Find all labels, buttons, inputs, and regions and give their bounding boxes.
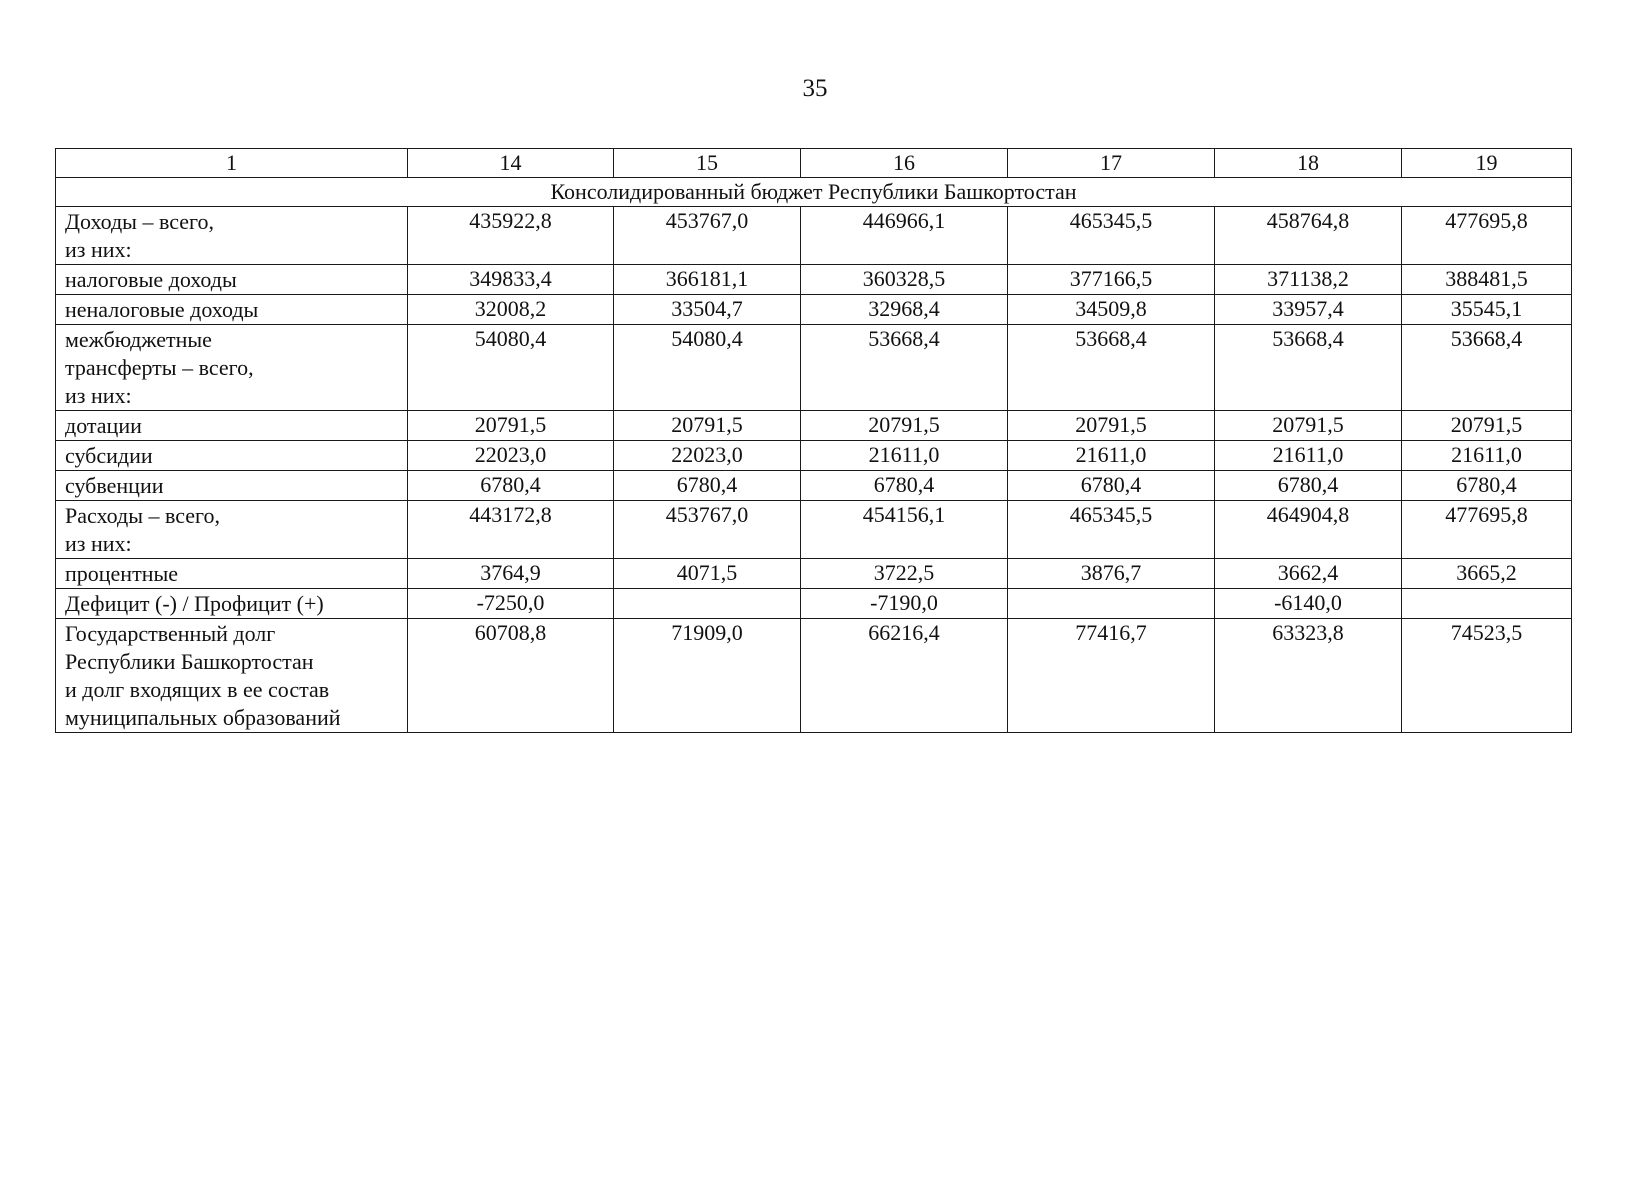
value-cell: 71909,0 [614, 619, 801, 733]
table-row [56, 471, 1572, 501]
value-cell: 6780,4 [408, 471, 614, 501]
value-cell: 3876,7 [1008, 559, 1215, 589]
table-row [56, 265, 1572, 295]
value-cell: 34509,8 [1008, 295, 1215, 325]
value-cell [1008, 589, 1215, 619]
value-cell: 6780,4 [1402, 471, 1572, 501]
row-label-line: Государственный долг [65, 621, 276, 646]
row-label-line: из них: [65, 383, 132, 408]
value-cell: 20791,5 [1215, 411, 1402, 441]
row-label [56, 207, 408, 265]
column-header: 15 [614, 149, 801, 178]
row-label [56, 411, 408, 441]
value-cell: 458764,8 [1215, 207, 1402, 265]
value-cell: 477695,8 [1402, 501, 1572, 559]
table-row [56, 619, 1572, 733]
value-cell: 35545,1 [1402, 295, 1572, 325]
value-cell: 3662,4 [1215, 559, 1402, 589]
value-cell: 21611,0 [1215, 441, 1402, 471]
value-cell: 477695,8 [1402, 207, 1572, 265]
value-cell: 54080,4 [614, 325, 801, 411]
row-label [56, 559, 408, 589]
value-cell: 53668,4 [1215, 325, 1402, 411]
value-cell: 20791,5 [408, 411, 614, 441]
row-label-line: субсидии [65, 443, 153, 468]
value-cell: -7250,0 [408, 589, 614, 619]
page-number: 35 [802, 75, 828, 102]
value-cell: 388481,5 [1402, 265, 1572, 295]
row-label [56, 501, 408, 559]
row-label-line: из них: [65, 531, 132, 556]
table-row [56, 589, 1572, 619]
table-row [56, 559, 1572, 589]
value-cell: 74523,5 [1402, 619, 1572, 733]
column-header: 17 [1008, 149, 1215, 178]
table-row [56, 207, 1572, 265]
value-cell: 32968,4 [801, 295, 1008, 325]
value-cell: 22023,0 [614, 441, 801, 471]
row-label-line: процентные [65, 561, 179, 586]
value-cell: 20791,5 [614, 411, 801, 441]
row-label [56, 589, 408, 619]
row-label [56, 619, 408, 733]
value-cell: 453767,0 [614, 501, 801, 559]
row-label [56, 471, 408, 501]
value-cell: 6780,4 [1008, 471, 1215, 501]
table-row [56, 501, 1572, 559]
value-cell: 6780,4 [801, 471, 1008, 501]
value-cell: 53668,4 [1402, 325, 1572, 411]
table-row [56, 441, 1572, 471]
value-cell: 366181,1 [614, 265, 801, 295]
value-cell: 77416,7 [1008, 619, 1215, 733]
value-cell: 20791,5 [1402, 411, 1572, 441]
value-cell: 3764,9 [408, 559, 614, 589]
table-row [56, 295, 1572, 325]
section-title: Консолидированный бюджет Республики Башкортостан [56, 178, 1572, 207]
value-cell: 33504,7 [614, 295, 801, 325]
value-cell: -6140,0 [1215, 589, 1402, 619]
row-label-line: межбюджетные [65, 327, 212, 352]
value-cell: -7190,0 [801, 589, 1008, 619]
value-cell: 60708,8 [408, 619, 614, 733]
value-cell: 3722,5 [801, 559, 1008, 589]
value-cell: 53668,4 [1008, 325, 1215, 411]
column-header: 18 [1215, 149, 1402, 178]
row-label-line: из них: [65, 237, 132, 262]
row-label-line: налоговые доходы [65, 267, 237, 292]
column-header: 16 [801, 149, 1008, 178]
row-label-line: Доходы – всего, [65, 209, 214, 234]
row-label [56, 325, 408, 411]
value-cell: 32008,2 [408, 295, 614, 325]
table-row [56, 325, 1572, 411]
value-cell: 21611,0 [801, 441, 1008, 471]
row-label-line: неналоговые доходы [65, 297, 259, 322]
value-cell: 446966,1 [801, 207, 1008, 265]
value-cell: 349833,4 [408, 265, 614, 295]
column-header: 1 [56, 149, 408, 178]
value-cell: 20791,5 [1008, 411, 1215, 441]
row-label-line: Дефицит (-) / Профицит (+) [65, 591, 324, 616]
value-cell: 443172,8 [408, 501, 614, 559]
column-header: 19 [1402, 149, 1572, 178]
row-label-line: и долг входящих в ее состав [65, 677, 330, 702]
value-cell: 371138,2 [1215, 265, 1402, 295]
value-cell [1402, 589, 1572, 619]
value-cell: 53668,4 [801, 325, 1008, 411]
row-label-line: Республики Башкортостан [65, 649, 314, 674]
value-cell: 21611,0 [1402, 441, 1572, 471]
value-cell: 63323,8 [1215, 619, 1402, 733]
value-cell: 464904,8 [1215, 501, 1402, 559]
row-label [56, 441, 408, 471]
value-cell: 33957,4 [1215, 295, 1402, 325]
value-cell: 66216,4 [801, 619, 1008, 733]
value-cell: 3665,2 [1402, 559, 1572, 589]
table-header-row [56, 149, 1572, 178]
table-row [56, 411, 1572, 441]
row-label-line: муниципальных образований [65, 705, 341, 730]
row-label-line: дотации [65, 413, 142, 438]
value-cell: 54080,4 [408, 325, 614, 411]
value-cell: 377166,5 [1008, 265, 1215, 295]
row-label-line: субвенции [65, 473, 164, 498]
value-cell: 360328,5 [801, 265, 1008, 295]
section-title-row [56, 178, 1572, 207]
value-cell: 453767,0 [614, 207, 801, 265]
value-cell: 6780,4 [614, 471, 801, 501]
value-cell [614, 589, 801, 619]
value-cell: 454156,1 [801, 501, 1008, 559]
value-cell: 465345,5 [1008, 501, 1215, 559]
value-cell: 22023,0 [408, 441, 614, 471]
value-cell: 4071,5 [614, 559, 801, 589]
budget-table [55, 148, 1572, 733]
row-label-line: трансферты – всего, [65, 355, 254, 380]
value-cell: 465345,5 [1008, 207, 1215, 265]
value-cell: 6780,4 [1215, 471, 1402, 501]
value-cell: 435922,8 [408, 207, 614, 265]
row-label [56, 265, 408, 295]
row-label [56, 295, 408, 325]
value-cell: 20791,5 [801, 411, 1008, 441]
row-label-line: Расходы – всего, [65, 503, 221, 528]
value-cell: 21611,0 [1008, 441, 1215, 471]
column-header: 14 [408, 149, 614, 178]
